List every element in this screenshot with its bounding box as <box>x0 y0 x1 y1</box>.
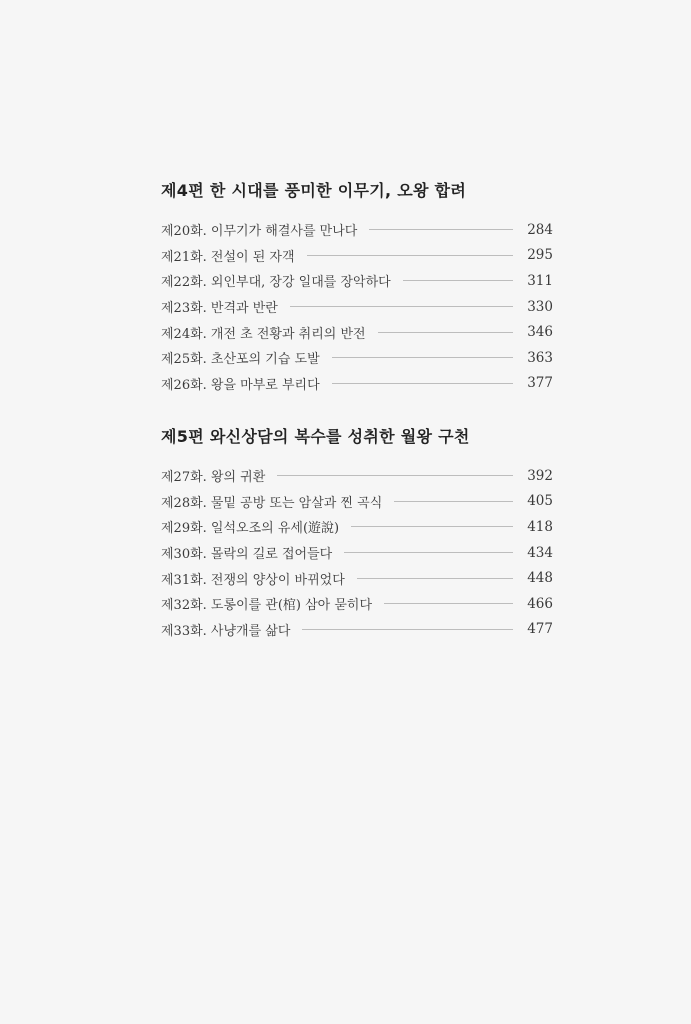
chapter-title: 제22화. 외인부대, 장강 일대를 장악하다 <box>161 275 391 291</box>
chapter-list <box>161 217 553 396</box>
part-title: 제5편 와신상담의 복수를 성취한 월왕 구천 <box>161 427 470 446</box>
page-number: 377 <box>527 375 553 392</box>
chapter-title: 제21화. 전설이 된 자객 <box>161 249 295 265</box>
leader-line <box>344 552 513 553</box>
leader-line <box>351 526 513 527</box>
chapter-title: 제25화. 초산포의 기습 도발 <box>161 352 320 368</box>
chapter-title: 제33화. 사냥개를 삶다 <box>161 623 291 639</box>
chapter-list <box>161 463 553 642</box>
leader-line <box>369 229 513 230</box>
part-5-section <box>161 426 553 642</box>
part-title: 제4편 한 시대를 풍미한 이무기, 오왕 합려 <box>161 181 467 200</box>
leader-line <box>403 280 513 281</box>
chapter-title: 제32화. 도롱이를 관(棺) 삼아 묻히다 <box>161 598 373 614</box>
chapter-title: 제30화. 몰락의 길로 접어들다 <box>161 547 333 563</box>
page-number: 477 <box>527 621 553 638</box>
page-number: 418 <box>527 518 553 535</box>
chapter-title: 제20화. 이무기가 해결사를 만나다 <box>161 224 358 240</box>
chapter-entry[interactable] <box>161 217 553 243</box>
leader-line <box>378 332 513 333</box>
leader-line <box>357 578 513 579</box>
page-number: 363 <box>527 349 553 366</box>
page-number: 392 <box>527 467 553 484</box>
chapter-entry[interactable] <box>161 243 553 269</box>
chapter-title: 제27화. 왕의 귀환 <box>161 470 266 486</box>
chapter-entry[interactable] <box>161 565 553 591</box>
chapter-entry[interactable] <box>161 371 553 397</box>
leader-line <box>384 603 513 604</box>
chapter-entry[interactable] <box>161 294 553 320</box>
page-number: 346 <box>527 324 553 341</box>
page-number: 448 <box>527 570 553 587</box>
chapter-entry[interactable] <box>161 319 553 345</box>
chapter-entry[interactable] <box>161 617 553 643</box>
chapter-entry[interactable] <box>161 463 553 489</box>
chapter-title: 제31화. 전쟁의 양상이 바뀌었다 <box>161 572 345 588</box>
leader-line <box>332 357 513 358</box>
chapter-entry[interactable] <box>161 268 553 294</box>
chapter-entry[interactable] <box>161 591 553 617</box>
chapter-entry[interactable] <box>161 489 553 515</box>
leader-line <box>277 475 513 476</box>
chapter-title: 제28화. 물밑 공방 또는 암살과 찐 곡식 <box>161 495 383 511</box>
page-number: 330 <box>527 298 553 315</box>
chapter-entry[interactable] <box>161 540 553 566</box>
leader-line <box>302 629 513 630</box>
chapter-title: 제24화. 개전 초 전황과 취리의 반전 <box>161 326 366 342</box>
page-number: 311 <box>527 272 553 289</box>
chapter-title: 제23화. 반격과 반란 <box>161 301 278 317</box>
leader-line <box>290 306 513 307</box>
chapter-entry[interactable] <box>161 514 553 540</box>
leader-line <box>332 383 513 384</box>
page-number: 284 <box>527 221 553 238</box>
chapter-title: 제26화. 왕을 마부로 부리다 <box>161 377 320 393</box>
leader-line <box>307 255 513 256</box>
leader-line <box>394 501 513 502</box>
part-4-section <box>161 180 553 396</box>
chapter-entry[interactable] <box>161 345 553 371</box>
page-number: 434 <box>527 544 553 561</box>
chapter-title: 제29화. 일석오조의 유세(遊說) <box>161 521 340 537</box>
page-number: 466 <box>527 595 553 612</box>
page-number: 295 <box>527 247 553 264</box>
page-number: 405 <box>527 493 553 510</box>
